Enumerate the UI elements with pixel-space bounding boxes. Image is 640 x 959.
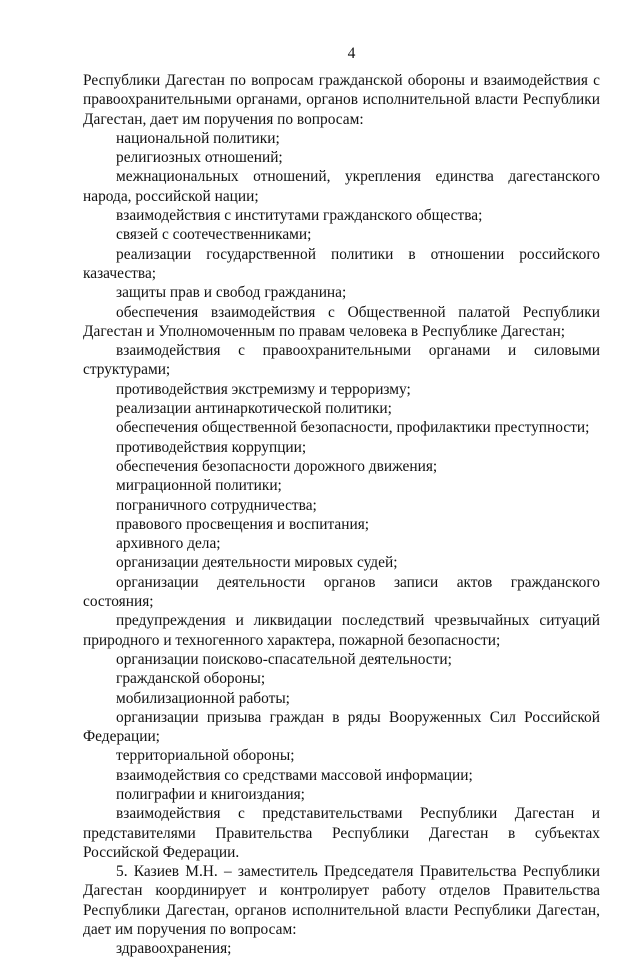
paragraph: защиты прав и свобод гражданина;	[116, 284, 347, 302]
paragraph: Республики Дагестан по вопросам гражданской обороны и взаимодействия с правоохранительными органами, органов исполнительной власти Республики Дагестан, дает им поручения по вопросам:	[83, 72, 600, 128]
paragraph: взаимодействия со средствами массовой информации;	[116, 766, 473, 784]
paragraph: организации деятельности мировых судей;	[116, 554, 398, 572]
document-body	[83, 71, 600, 959]
paragraph: реализации антинаркотической политики;	[116, 400, 392, 418]
paragraph: архивного дела;	[116, 535, 221, 553]
paragraph: обеспечения взаимодействия с Общественной палатой Республики Дагестан и Уполномоченным по правам человека в Республике Дагестан;	[83, 303, 600, 340]
paragraph: предупреждения и ликвидации последствий чрезвычайных ситуаций природного и техногенного характера, пожарной безопасности;	[83, 612, 600, 649]
paragraph: полиграфии и книгоиздания;	[116, 785, 305, 803]
paragraph: национальной политики;	[116, 129, 280, 147]
paragraph: 5. Казиев М.Н. – заместитель Председателя Правительства Республики Дагестан координирует и контролирует работу отделов Правительства Республики Дагестан, органов исполнительной власти Республики Дагестан, дает им поручения по вопросам:	[83, 863, 600, 939]
paragraph: миграционной политики;	[116, 477, 282, 495]
paragraph: взаимодействия с институтами гражданского общества;	[116, 207, 483, 225]
paragraph: организации поисково-спасательной деятельности;	[116, 650, 452, 668]
paragraph: правового просвещения и воспитания;	[116, 515, 370, 533]
paragraph: межнациональных отношений, укрепления единства дагестанского народа, российской нации;	[83, 168, 600, 205]
paragraph: мобилизационной работы;	[116, 689, 290, 707]
paragraph: связей с соотечественниками;	[116, 226, 312, 244]
paragraph: реализации государственной политики в отношении российского казачества;	[83, 245, 600, 282]
paragraph: религиозных отношений;	[116, 149, 283, 167]
paragraph: обеспечения общественной безопасности, профилактики преступности;	[116, 419, 590, 437]
paragraph: взаимодействия с правоохранительными органами и силовыми структурами;	[83, 342, 600, 379]
paragraph: обеспечения безопасности дорожного движения;	[116, 457, 438, 475]
paragraph: здравоохранения;	[116, 940, 232, 958]
page-number: 4	[347, 45, 356, 62]
paragraph: гражданской обороны;	[116, 670, 266, 688]
paragraph: организации деятельности органов записи актов гражданского состояния;	[83, 573, 600, 611]
paragraph: противодействия экстремизму и терроризму;	[116, 380, 411, 398]
paragraph: взаимодействия с представительствами Республики Дагестан и представителями Правительства Республики Дагестан в субъектах Российской Федерации.	[83, 805, 600, 861]
paragraph: противодействия коррупции;	[116, 438, 307, 456]
paragraph: организации призыва граждан в ряды Вооруженных Сил Российской Федерации;	[83, 708, 600, 746]
paragraph: территориальной обороны;	[116, 747, 295, 765]
paragraph: пограничного сотрудничества;	[116, 496, 317, 514]
